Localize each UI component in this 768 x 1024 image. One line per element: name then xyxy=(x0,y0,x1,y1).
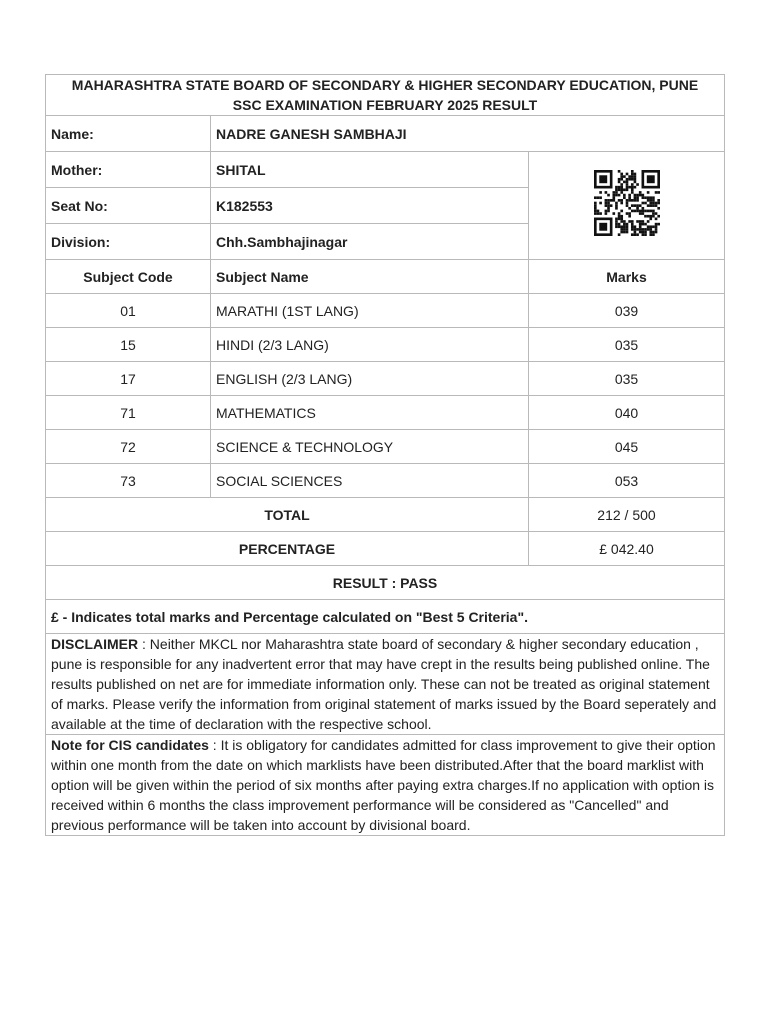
exam-title: SSC EXAMINATION FEBRUARY 2025 RESULT xyxy=(232,97,538,113)
percentage-label: PERCENTAGE xyxy=(46,532,529,566)
subject-marks: 035 xyxy=(529,362,725,396)
subject-marks: 039 xyxy=(529,294,725,328)
board-title: MAHARASHTRA STATE BOARD OF SECONDARY & HIGHER SECONDARY EDUCATION, PUNE xyxy=(71,77,699,93)
subject-name: SOCIAL SCIENCES xyxy=(211,464,529,498)
subject-code: 71 xyxy=(46,396,211,430)
qr-cell xyxy=(529,152,725,260)
name-row xyxy=(46,116,725,152)
col-subject-code: Subject Code xyxy=(46,260,211,294)
division-label: Division: xyxy=(46,224,211,260)
cis-note-text: : It is obligatory for candidates admitted for class improvement to give their option within one month from the date on which marklists have been distributed.After that the board marklist with option will be given within the period of six months after paying extra charges.If no application with option is received within 6 months the class improvement performance will be considered as "Cancelled" and previous performance will be taken into account by divisional board. xyxy=(51,737,716,833)
subject-name: HINDI (2/3 LANG) xyxy=(211,328,529,362)
total-value: 212 / 500 xyxy=(529,498,725,532)
mother-value: SHITAL xyxy=(211,152,529,188)
subject-row xyxy=(46,362,725,396)
subject-name: MARATHI (1ST LANG) xyxy=(211,294,529,328)
col-subject-name: Subject Name xyxy=(211,260,529,294)
criteria-row xyxy=(46,600,725,634)
disclaimer-cell xyxy=(46,634,725,735)
subject-row xyxy=(46,294,725,328)
name-label: Name: xyxy=(46,116,211,152)
criteria-note: £ - Indicates total marks and Percentage calculated on "Best 5 Criteria". xyxy=(46,600,725,634)
percentage-row xyxy=(46,532,725,566)
subject-row xyxy=(46,396,725,430)
disclaimer-text: : Neither MKCL nor Maharashtra state board of secondary & higher secondary education , pune is responsible for any inadvertent error that may have crept in the results being published online. The results published on net are for immediate information only. These can not be treated as original statement of marks. Please verify the information from original statement of marks issued by the Board seperately and available at the time of declaration with the respective school. xyxy=(51,636,717,732)
subject-marks: 040 xyxy=(529,396,725,430)
total-label: TOTAL xyxy=(46,498,529,532)
col-marks: Marks xyxy=(529,260,725,294)
cis-note-cell xyxy=(46,735,725,836)
seat-value: K182553 xyxy=(211,188,529,224)
disclaimer-label: DISCLAIMER xyxy=(51,636,139,652)
subject-code: 17 xyxy=(46,362,211,396)
disclaimer-row xyxy=(46,634,725,735)
total-row xyxy=(46,498,725,532)
division-value: Chh.Sambhajinagar xyxy=(211,224,529,260)
subject-name: SCIENCE & TECHNOLOGY xyxy=(211,430,529,464)
mother-label: Mother: xyxy=(46,152,211,188)
subject-row xyxy=(46,464,725,498)
mother-row xyxy=(46,152,725,188)
result-row xyxy=(46,566,725,600)
column-header-row xyxy=(46,260,725,294)
subject-name: ENGLISH (2/3 LANG) xyxy=(211,362,529,396)
subject-code: 01 xyxy=(46,294,211,328)
seat-label: Seat No: xyxy=(46,188,211,224)
subject-marks: 035 xyxy=(529,328,725,362)
subject-code: 15 xyxy=(46,328,211,362)
subject-row xyxy=(46,328,725,362)
name-value: NADRE GANESH SAMBHAJI xyxy=(211,116,725,152)
cis-note-row xyxy=(46,735,725,836)
subject-code: 72 xyxy=(46,430,211,464)
cis-note-label: Note for CIS candidates xyxy=(51,737,209,753)
result-table xyxy=(45,74,725,836)
header-cell xyxy=(46,75,725,116)
subject-marks: 045 xyxy=(529,430,725,464)
subject-code: 73 xyxy=(46,464,211,498)
result-status: RESULT : PASS xyxy=(46,566,725,600)
qr-code-icon xyxy=(594,170,660,236)
subject-marks: 053 xyxy=(529,464,725,498)
percentage-value: £ 042.40 xyxy=(529,532,725,566)
subject-name: MATHEMATICS xyxy=(211,396,529,430)
subject-row xyxy=(46,430,725,464)
header-row xyxy=(46,75,725,116)
